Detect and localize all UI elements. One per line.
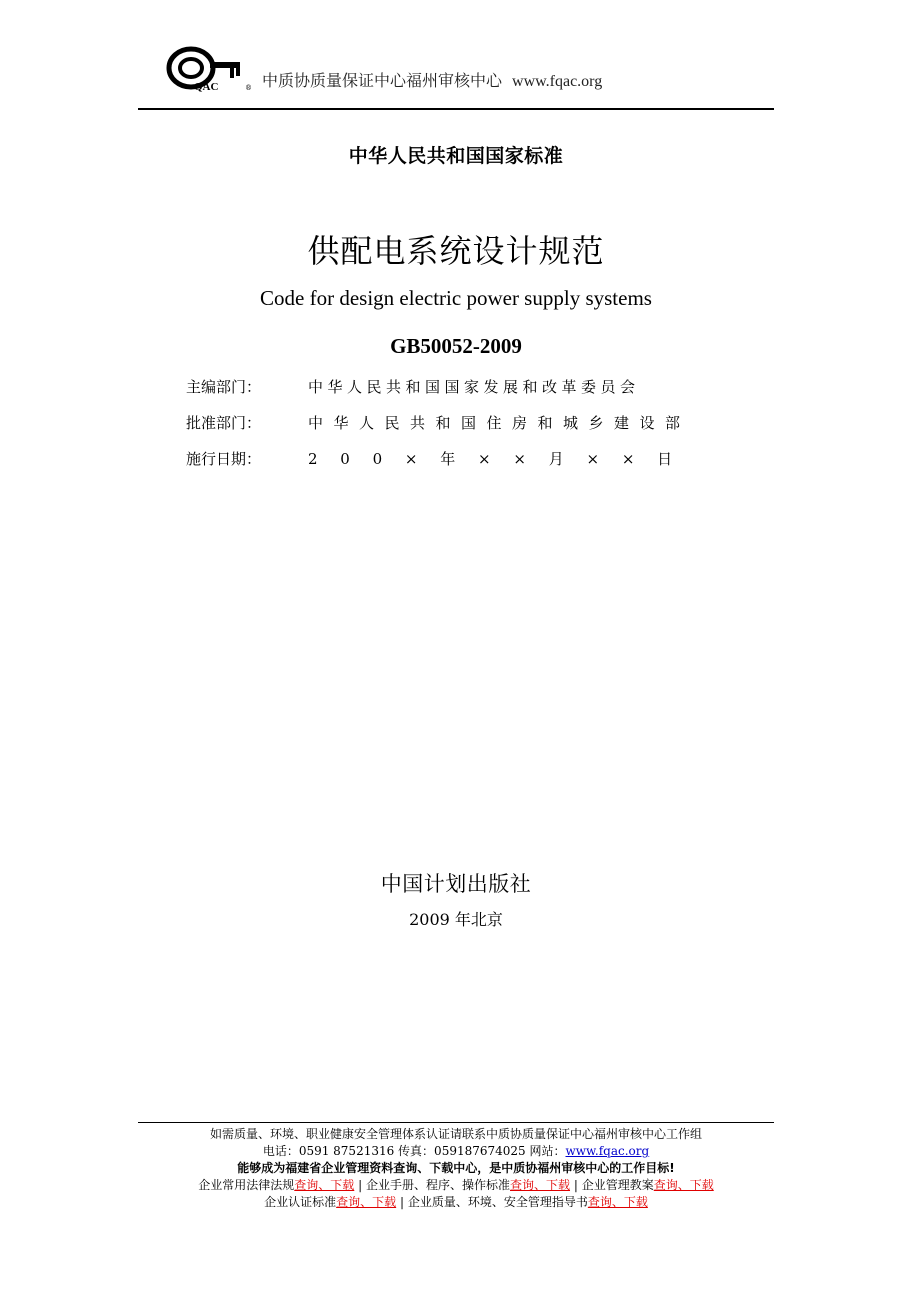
info-value: 中华人民共和国国家发展和改革委员会 — [308, 378, 640, 396]
org-name: 中质协质量保证中心福州审核中心 — [262, 71, 503, 90]
info-row-effective-date — [186, 448, 677, 484]
header-org — [262, 68, 602, 91]
info-label: 主编部门： — [186, 378, 262, 396]
footer-query-link[interactable]: 查询、下载 — [510, 1178, 571, 1192]
logo-text: QAC — [194, 81, 219, 93]
footer-slogan: 能够成为福建省企业管理资料查询、下载中心，是中质协福州审核中心的工作目标! — [237, 1161, 675, 1175]
svg-text:®: ® — [245, 84, 252, 92]
footer-separator: | — [358, 1178, 363, 1192]
header-website[interactable]: www.fqac.org — [512, 73, 603, 90]
footer-separator: | — [573, 1178, 578, 1192]
publisher-name: 中国计划出版社 — [380, 872, 532, 896]
info-table — [186, 376, 691, 484]
footer-query-link[interactable]: 查询、下载 — [336, 1195, 397, 1209]
info-label: 批准部门： — [186, 414, 262, 432]
footer-contact — [138, 1143, 774, 1160]
footer-contact-text: 电话：0591 87521316 传真：059187674025 网站： — [262, 1144, 566, 1158]
info-row-approver — [186, 412, 691, 448]
document-title: 供配电系统设计规范 — [307, 232, 605, 270]
footer-text: 企业认证标准 — [264, 1195, 337, 1209]
standard-category: 中华人民共和国国家标准 — [348, 145, 564, 167]
footer-links-line-4 — [138, 1177, 774, 1194]
footer-line-1: 如需质量、环境、职业健康安全管理体系认证请联系中质协质量保证中心福州审核中心工作组 — [209, 1127, 702, 1141]
footer-separator: | — [399, 1195, 405, 1209]
info-value: 中华人民共和国住房和城乡建设部 — [308, 414, 691, 432]
footer-text: 企业手册、程序、操作标准 — [365, 1178, 510, 1192]
footer-website-link[interactable]: www.fqac.org — [565, 1144, 650, 1158]
footer-text: 企业质量、环境、安全管理指导书 — [407, 1195, 588, 1209]
standard-code: GB50052-2009 — [390, 334, 522, 358]
info-value: 2 0 0 × 年 × × 月 × × 日 — [308, 450, 677, 468]
publisher-place: 2009 年北京 — [409, 910, 503, 929]
qac-logo — [166, 42, 256, 94]
page-header — [138, 38, 774, 110]
footer-query-link[interactable]: 查询、下载 — [294, 1178, 355, 1192]
footer-text: 企业管理教案 — [581, 1178, 654, 1192]
info-row-editor — [186, 376, 646, 412]
footer-query-link[interactable]: 查询、下载 — [587, 1195, 648, 1209]
document-subtitle: Code for design electric power supply systems — [260, 286, 652, 310]
footer-links-line-5 — [138, 1194, 774, 1211]
footer-text: 企业常用法律法规 — [198, 1178, 295, 1192]
footer-query-link[interactable]: 查询、下载 — [653, 1178, 714, 1192]
info-label: 施行日期： — [186, 450, 262, 468]
page-footer — [138, 1122, 774, 1211]
